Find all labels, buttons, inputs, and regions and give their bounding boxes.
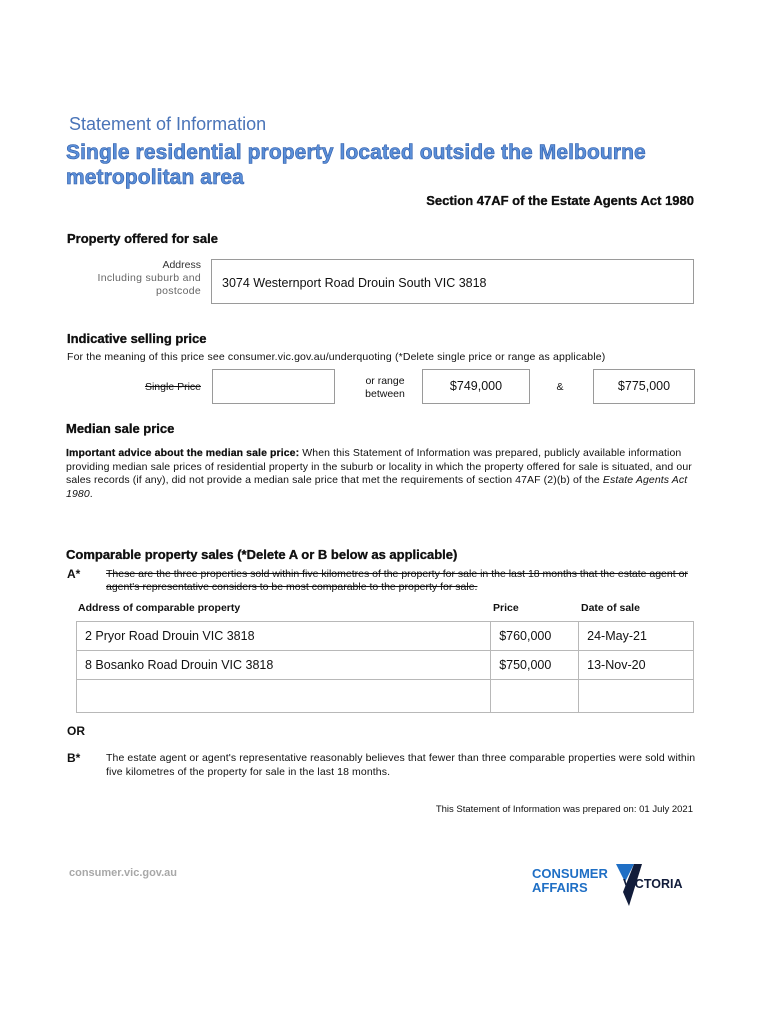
indicative-price-heading: Indicative selling price [67,331,207,346]
median-advice-bold: Important advice about the median sale price: [66,447,300,459]
comparable-address[interactable]: 8 Bosanko Road Drouin VIC 3818 [77,651,491,680]
median-advice-text: When this Statement of Information was prepared, publicly available information providing median sale prices of residential property in the suburb or locality in which the property offered for sale is situated, and our sales records (if any), did not provide a median sale price that met the requirements of section 47AF (2)(b) of the [66,447,692,486]
address-value: 3074 Westernport Road Drouin South VIC 3818 [222,276,487,290]
logo-consumer: CONSUMER [532,866,608,881]
table-row [77,651,694,680]
single-price-field[interactable] [212,369,335,404]
single-price-label: Single Price [144,381,201,393]
act-reference: Section 47AF of the Estate Agents Act 1980 [426,193,694,208]
comparable-address[interactable] [77,680,491,713]
col-date-header: Date of sale [581,602,640,614]
col-address-header: Address of comparable property [78,602,241,614]
ampersand: & [556,381,564,393]
comparable-heading: Comparable property sales (*Delete A or B below as applicable) [66,547,458,562]
title-line-1: Single residential property located outside the Melbourne [66,141,646,164]
median-act-italic: Estate Agents Act 1980 [66,474,688,500]
option-a-label: A* [67,567,81,581]
address-sublabel-1: Including suburb and [97,272,201,284]
range-low-value: $749,000 [449,379,503,393]
comparable-sales-table [76,621,694,713]
logo-victoria: VICTORIA [623,877,683,891]
comparable-date[interactable] [579,680,694,713]
address-label: Address [162,259,201,271]
address-label-group [80,259,201,298]
document-title [66,140,706,190]
option-b-label: B* [67,751,81,765]
table-row [77,622,694,651]
comparable-price[interactable]: $750,000 [491,651,579,680]
col-price-header: Price [493,602,519,614]
range-label-line-1: or range [365,375,405,387]
consumer-affairs-victoria-logo [530,862,700,912]
statement-label: Statement of Information [69,114,267,134]
option-a-text: These are the three properties sold within five kilometres of the property for sale in the last 18 months that the estate agent or agent's representative considers to be most comparable to the property for sale. [106,568,688,593]
price-note: For the meaning of this price see consumer.vic.gov.au/underquoting (*Delete single price or range as applicable) [67,351,606,363]
median-heading: Median sale price [66,421,175,436]
logo-affairs: AFFAIRS [532,880,588,895]
option-b-text: The estate agent or agent's representative reasonably believes that fewer than three comparable properties were sold within five kilometres of the property for sale in the last 18 months. [106,752,696,778]
comparable-address[interactable]: 2 Pryor Road Drouin VIC 3818 [77,622,491,651]
range-high-value: $775,000 [617,379,671,393]
property-heading: Property offered for sale [67,231,218,246]
comparable-price[interactable] [491,680,579,713]
range-label [355,375,415,401]
comparable-date[interactable]: 24-May-21 [579,622,694,651]
median-advice-paragraph [66,447,696,501]
table-row [77,680,694,713]
or-label: OR [67,724,85,738]
title-line-2: metropolitan area [66,166,244,189]
address-sublabel-2: postcode [155,285,201,297]
comparable-date[interactable]: 13-Nov-20 [579,651,694,680]
comparable-price[interactable]: $760,000 [491,622,579,651]
prepared-date: This Statement of Information was prepared on: 01 July 2021 [435,804,693,815]
range-label-line-2: between [365,388,405,400]
logo-graphic [530,862,700,912]
footer-url: consumer.vic.gov.au [69,867,178,879]
median-advice-end: . [89,487,93,500]
